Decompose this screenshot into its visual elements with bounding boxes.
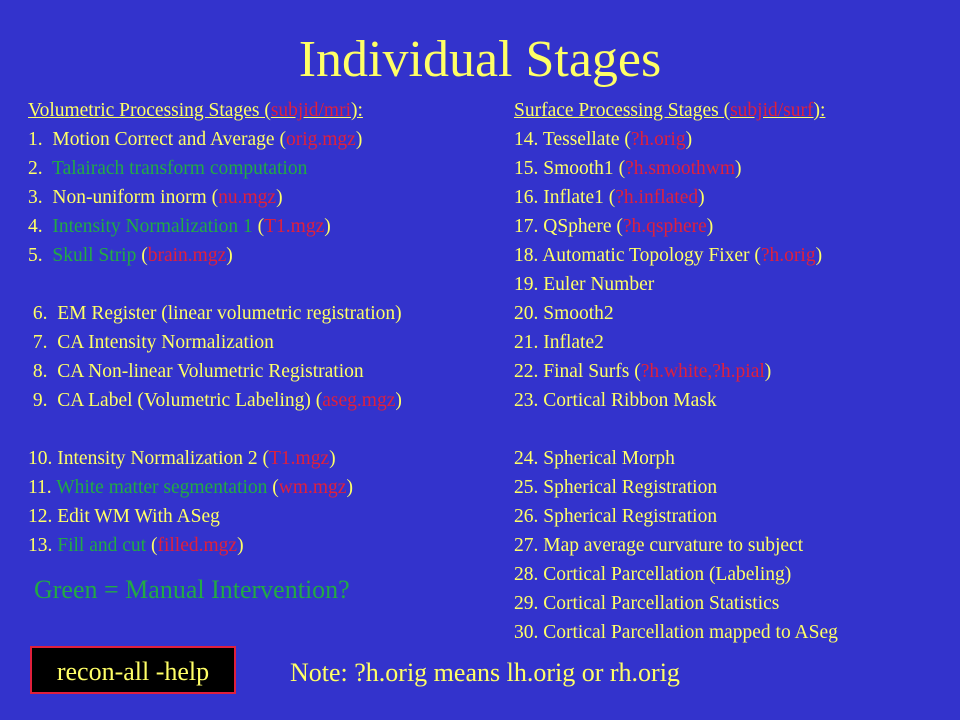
stage-item [514,531,954,560]
stage-number: 9. [28,390,58,411]
stage-output-file: aseg.mgz [322,390,396,411]
surface-stages-list [514,96,954,647]
paren-close: ) [226,245,233,266]
paren-open: ( [611,216,623,237]
stage-item [514,473,954,502]
paren-open: ( [619,129,631,150]
stage-item [514,502,954,531]
stage-name: Intensity Normalization 2 [57,448,258,469]
stage-number: 29. [514,593,544,614]
stage-number: 23. [514,390,544,411]
paren-close: ) [355,129,363,150]
paren-open: ( [206,187,219,208]
spacer [514,415,954,444]
paren-close: ) [395,390,402,411]
stage-number: 8. [28,361,58,382]
stage-item [514,386,954,415]
paren-close: ) [764,361,772,382]
stage-name: Smooth2 [543,303,614,324]
paren-close: ) [815,245,823,266]
stage-number: 14. [514,129,543,150]
stage-name: Skull Strip [52,245,137,266]
stage-item [28,357,498,386]
stage-name: Smooth1 [543,158,614,179]
stage-output-file: orig.mgz [285,129,356,150]
stage-name: QSphere [543,216,612,237]
stage-name: Cortical Parcellation Statistics [543,593,780,614]
paren-close: ) [706,216,714,237]
paren-open: ( [613,158,626,179]
stage-name: Fill and cut [57,535,147,556]
paren-open: ( [267,477,279,498]
paren-close: ) [324,216,331,237]
stage-output-file: filled.mgz [157,535,238,556]
stage-number: 25. [514,477,544,498]
paren-close: ) [329,448,336,469]
stage-number: 20. [514,303,544,324]
stage-name: White matter segmentation [56,477,268,498]
paren-close: ) [698,187,705,208]
stage-name: Inflate1 [543,187,604,208]
stage-name: Euler Number [543,274,655,295]
stage-item [514,154,954,183]
stage-name: CA Label (Volumetric Labeling) [57,390,311,411]
paren-open: ( [603,187,616,208]
surface-header: Surface Processing Stages (subjid/surf): [514,100,826,121]
stage-item [28,328,498,357]
stage-name: Cortical Parcellation (Labeling) [543,564,792,585]
orig-note: Note: ?h.orig means lh.orig or rh.orig [290,658,680,687]
stage-number: 11. [28,477,57,498]
stage-number: 19. [514,274,544,295]
stage-name: Spherical Morph [543,448,675,469]
stage-item [514,357,954,386]
stage-name: CA Non-linear Volumetric Registration [57,361,364,382]
stage-item [28,212,498,241]
paren-open: ( [136,245,148,266]
stage-name: Final Surfs [543,361,630,382]
stage-item [514,328,954,357]
stage-item [514,241,954,270]
stage-number: 5. [28,245,53,266]
stage-number: 22. [514,361,544,382]
stage-number: 24. [514,448,544,469]
stage-output-file: T1.mgz [269,448,330,469]
stage-number: 2. [28,158,53,179]
stage-number: 13. [28,535,58,556]
stage-name: Tessellate [542,129,620,150]
stage-number: 30. [514,622,544,643]
stage-name: Edit WM With ASeg [57,506,220,527]
stage-output-file: ?h.orig [760,245,816,266]
paren-close: ) [346,477,353,498]
stage-number: 27. [514,535,544,556]
paren-close: ) [276,187,283,208]
stage-number: 4. [28,216,53,237]
stage-name: EM Register (linear volumetric registration) [57,303,402,324]
volumetric-header: Volumetric Processing Stages (subjid/mri): [28,100,363,121]
stage-item [28,299,498,328]
recon-all-help-box: recon-all -help [30,646,236,694]
stage-name: Intensity Normalization 1 [52,216,253,237]
stage-number: 3. [28,187,53,208]
stage-output-file: ?h.smoothwm [625,158,736,179]
stage-item [514,125,954,154]
paren-open: ( [749,245,761,266]
stage-item [514,212,954,241]
stage-name: CA Intensity Normalization [57,332,274,353]
stage-number: 12. [28,506,58,527]
stage-output-file: ?h.orig [630,129,686,150]
stage-name: Motion Correct and Average [52,129,275,150]
paren-open: ( [257,448,269,469]
stage-output-file: brain.mgz [147,245,227,266]
stage-item [514,618,954,647]
stage-output-file: ?h.white,?h.pial [640,361,765,382]
stage-number: 6. [28,303,58,324]
paren-close: ) [237,535,244,556]
stage-item [28,502,498,531]
paren-open: ( [252,216,265,237]
stage-name: Non-uniform inorm [52,187,207,208]
stage-number: 26. [514,506,544,527]
stage-name: Automatic Topology Fixer [542,245,750,266]
stage-number: 7. [28,332,58,353]
paren-open: ( [146,535,158,556]
stage-item [514,299,954,328]
stage-number: 15. [514,158,544,179]
stage-item [28,386,498,415]
stage-number: 10. [28,448,58,469]
spacer [28,270,498,299]
stage-item [514,589,954,618]
stage-item [28,473,498,502]
stage-item [514,270,954,299]
stage-name: Talairach transform computation [52,158,308,179]
stage-item [28,444,498,473]
stage-item [28,125,498,154]
slide-title: Individual Stages [298,31,662,88]
paren-open: ( [274,129,286,150]
stage-output-file: nu.mgz [218,187,277,208]
stage-name: Cortical Ribbon Mask [543,390,717,411]
paren-open: ( [629,361,641,382]
stage-number: 16. [514,187,544,208]
stage-name: Cortical Parcellation mapped to ASeg [543,622,838,643]
stage-name: Map average curvature to subject [543,535,804,556]
stage-number: 1. [28,129,53,150]
stage-item [28,154,498,183]
volumetric-stages-list [28,96,498,560]
paren-close: ) [735,158,742,179]
manual-intervention-legend: Green = Manual Intervention? [34,575,350,604]
stage-item [28,531,498,560]
stage-number: 18. [514,245,543,266]
stage-name: Spherical Registration [543,477,718,498]
paren-open: ( [310,390,323,411]
paren-close: ) [685,129,693,150]
stage-output-file: T1.mgz [264,216,325,237]
spacer [28,415,498,444]
stage-number: 17. [514,216,544,237]
stage-name: Spherical Registration [543,506,718,527]
stage-output-file: ?h.inflated [615,187,699,208]
stage-output-file: ?h.qsphere [622,216,707,237]
stage-number: 21. [514,332,544,353]
stage-item [514,183,954,212]
stage-item [514,444,954,473]
stage-item [28,241,498,270]
stage-output-file: wm.mgz [278,477,347,498]
stage-number: 28. [514,564,544,585]
stage-item [28,183,498,212]
stage-item [514,560,954,589]
stage-name: Inflate2 [543,332,604,353]
